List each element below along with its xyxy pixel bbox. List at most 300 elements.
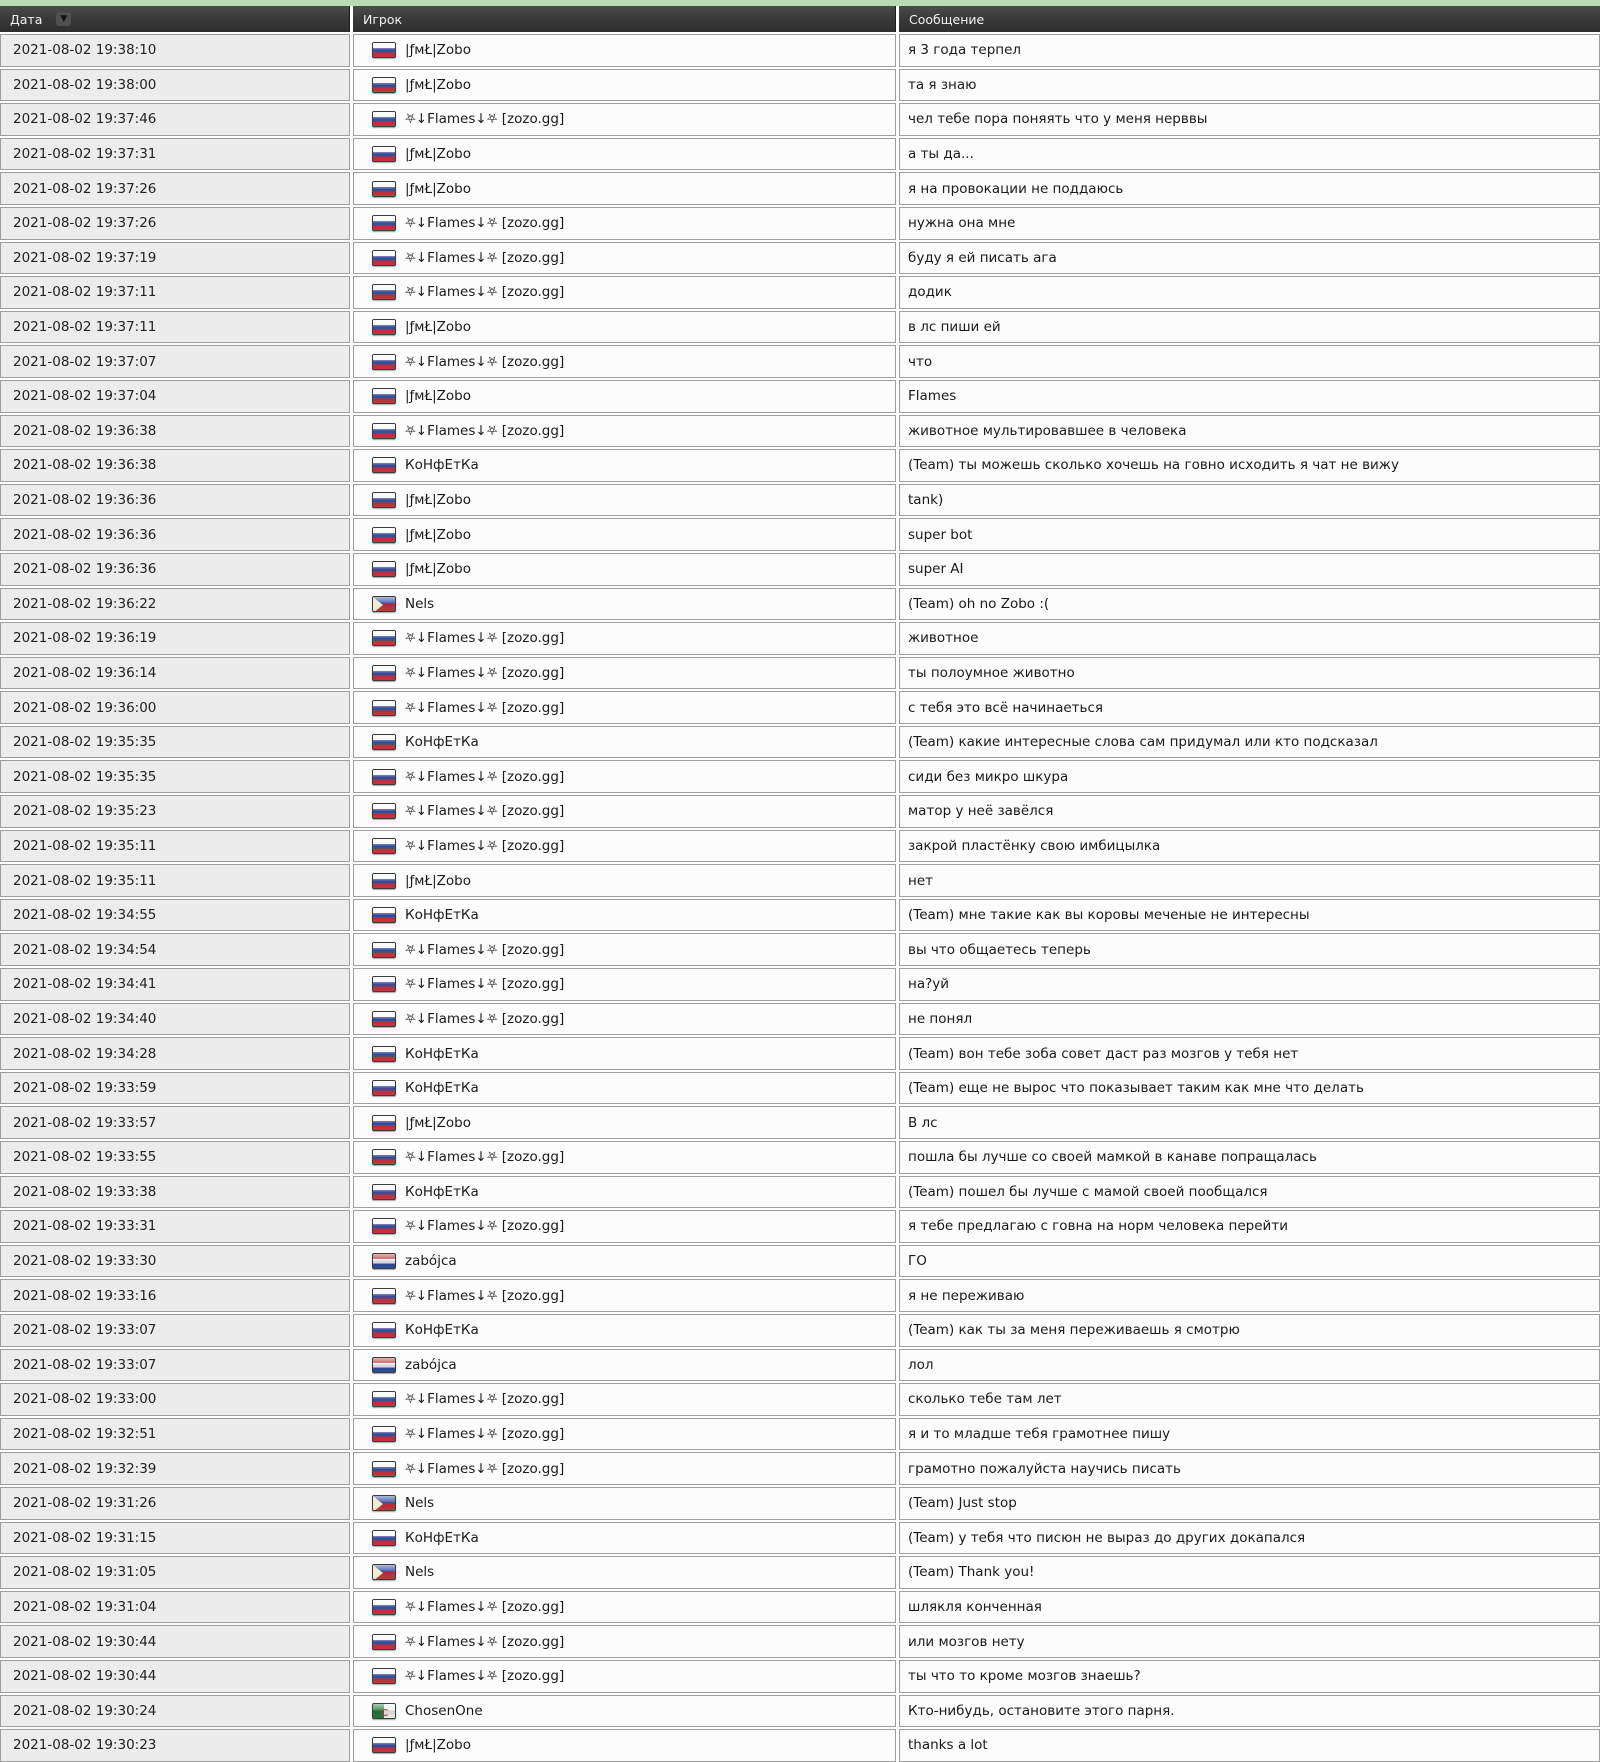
flag-icon-russia	[372, 907, 396, 923]
table-row	[0, 1729, 1600, 1762]
message-cell: я тебе предлагаю с говна на норм человека перейти	[899, 1210, 1600, 1243]
player-name: ⛧↓Flames↓⛧ [zozo.gg]	[405, 1599, 565, 1616]
table-row	[0, 622, 1600, 655]
player-cell	[353, 588, 896, 621]
player-cell	[353, 69, 896, 102]
date-cell: 2021-08-02 19:33:59	[0, 1072, 350, 1105]
message-cell: (Team) еще не вырос что показывает таким как мне что делать	[899, 1072, 1600, 1105]
table-row	[0, 553, 1600, 586]
player-cell	[353, 1625, 896, 1658]
player-cell	[353, 691, 896, 724]
flag-icon-russia	[372, 1668, 396, 1684]
player-cell	[353, 968, 896, 1001]
date-cell: 2021-08-02 19:32:39	[0, 1452, 350, 1485]
table-row	[0, 1279, 1600, 1312]
flag-icon-russia	[372, 1115, 396, 1131]
flag-icon-russia	[372, 1011, 396, 1027]
player-cell	[353, 1349, 896, 1382]
player-name: Nels	[405, 1495, 435, 1512]
player-name: ⛧↓Flames↓⛧ [zozo.gg]	[405, 630, 565, 647]
flag-icon-russia	[372, 1046, 396, 1062]
player-cell	[353, 1418, 896, 1451]
player-name: КоНфЕтКа	[405, 734, 479, 751]
table-row	[0, 1591, 1600, 1624]
message-cell: я не переживаю	[899, 1279, 1600, 1312]
player-cell	[353, 1245, 896, 1278]
player-cell	[353, 795, 896, 828]
player-cell	[353, 1591, 896, 1624]
date-cell: 2021-08-02 19:37:26	[0, 207, 350, 240]
player-name: |ƒмŁ|Zobo	[405, 872, 471, 889]
message-cell: (Team) как ты за меня переживаешь я смотрю	[899, 1314, 1600, 1347]
player-name: |ƒмŁ|Zobo	[405, 146, 471, 163]
date-cell: 2021-08-02 19:32:51	[0, 1418, 350, 1451]
table-row	[0, 345, 1600, 378]
table-body	[0, 34, 1600, 1762]
date-cell: 2021-08-02 19:33:38	[0, 1176, 350, 1209]
player-name: ⛧↓Flames↓⛧ [zozo.gg]	[405, 1668, 565, 1685]
message-cell: буду я ей писать ага	[899, 242, 1600, 275]
flag-icon-russia	[372, 1322, 396, 1338]
table-row	[0, 276, 1600, 309]
date-cell: 2021-08-02 19:36:38	[0, 415, 350, 448]
table-row	[0, 588, 1600, 621]
date-cell: 2021-08-02 19:37:19	[0, 242, 350, 275]
date-cell: 2021-08-02 19:31:05	[0, 1556, 350, 1589]
date-cell: 2021-08-02 19:36:36	[0, 484, 350, 517]
date-cell: 2021-08-02 19:38:10	[0, 34, 350, 67]
table-row	[0, 103, 1600, 136]
player-cell	[353, 103, 896, 136]
table-row	[0, 1487, 1600, 1520]
table-row	[0, 484, 1600, 517]
date-cell: 2021-08-02 19:34:54	[0, 933, 350, 966]
player-cell	[353, 484, 896, 517]
flag-icon-netherlands	[372, 1357, 396, 1373]
message-cell: животное	[899, 622, 1600, 655]
date-cell: 2021-08-02 19:37:07	[0, 345, 350, 378]
player-name: ⛧↓Flames↓⛧ [zozo.gg]	[405, 1460, 565, 1477]
table-row	[0, 1210, 1600, 1243]
player-cell	[353, 380, 896, 413]
player-cell	[353, 899, 896, 932]
player-cell	[353, 345, 896, 378]
player-cell	[353, 1314, 896, 1347]
message-cell: что	[899, 345, 1600, 378]
flag-icon-russia	[372, 1461, 396, 1477]
player-name: ⛧↓Flames↓⛧ [zozo.gg]	[405, 1287, 565, 1304]
date-cell: 2021-08-02 19:36:00	[0, 691, 350, 724]
date-cell: 2021-08-02 19:36:19	[0, 622, 350, 655]
chat-log-table	[0, 6, 1600, 1762]
player-cell	[353, 449, 896, 482]
player-name: |ƒмŁ|Zobo	[405, 42, 471, 59]
message-cell: ты что то кроме мозгов знаешь?	[899, 1660, 1600, 1693]
table-row	[0, 380, 1600, 413]
table-row	[0, 1141, 1600, 1174]
player-cell	[353, 1279, 896, 1312]
player-cell	[353, 1210, 896, 1243]
date-cell: 2021-08-02 19:31:04	[0, 1591, 350, 1624]
flag-icon-russia	[372, 319, 396, 335]
message-cell: (Team) oh no Zobo :(	[899, 588, 1600, 621]
date-cell: 2021-08-02 19:33:57	[0, 1106, 350, 1139]
table-row	[0, 242, 1600, 275]
player-cell	[353, 1729, 896, 1762]
table-row	[0, 726, 1600, 759]
table-row	[0, 1695, 1600, 1728]
player-cell	[353, 760, 896, 793]
message-cell: не понял	[899, 1003, 1600, 1036]
player-name: ⛧↓Flames↓⛧ [zozo.gg]	[405, 1426, 565, 1443]
player-name: КоНфЕтКа	[405, 457, 479, 474]
player-name: |ƒмŁ|Zobo	[405, 492, 471, 509]
player-cell	[353, 622, 896, 655]
table-row	[0, 1522, 1600, 1555]
date-cell: 2021-08-02 19:35:11	[0, 864, 350, 897]
sort-desc-icon: ▼	[60, 14, 68, 24]
table-row	[0, 1037, 1600, 1070]
flag-icon-russia	[372, 561, 396, 577]
date-cell: 2021-08-02 19:37:11	[0, 311, 350, 344]
player-name: ⛧↓Flames↓⛧ [zozo.gg]	[405, 664, 565, 681]
table-row	[0, 1418, 1600, 1451]
player-cell	[353, 726, 896, 759]
player-name: КоНфЕтКа	[405, 1045, 479, 1062]
player-name: |ƒмŁ|Zobo	[405, 319, 471, 336]
player-name: ⛧↓Flames↓⛧ [zozo.gg]	[405, 699, 565, 716]
player-cell	[353, 207, 896, 240]
player-cell	[353, 864, 896, 897]
flag-icon-russia	[372, 146, 396, 162]
player-cell	[353, 1141, 896, 1174]
player-name: КоНфЕтКа	[405, 907, 479, 924]
player-name: ⛧↓Flames↓⛧ [zozo.gg]	[405, 249, 565, 266]
message-cell: на?уй	[899, 968, 1600, 1001]
player-cell	[353, 1695, 896, 1728]
player-name: |ƒмŁ|Zobo	[405, 1114, 471, 1131]
message-cell: с тебя это всё начинаеться	[899, 691, 1600, 724]
flag-icon-russia	[372, 1080, 396, 1096]
table-row	[0, 138, 1600, 171]
column-header-message-label: Сообщение	[909, 11, 985, 27]
table-row	[0, 933, 1600, 966]
flag-icon-russia	[372, 700, 396, 716]
date-cell: 2021-08-02 19:34:40	[0, 1003, 350, 1036]
date-cell: 2021-08-02 19:34:41	[0, 968, 350, 1001]
player-name: Nels	[405, 1564, 435, 1581]
flag-icon-russia	[372, 388, 396, 404]
player-name: ⛧↓Flames↓⛧ [zozo.gg]	[405, 1010, 565, 1027]
message-cell: нужна она мне	[899, 207, 1600, 240]
message-cell: в лс пиши ей	[899, 311, 1600, 344]
column-header-player-label: Игрок	[363, 11, 403, 27]
player-name: zabójca	[405, 1253, 457, 1270]
message-cell: super AI	[899, 553, 1600, 586]
table-row	[0, 1176, 1600, 1209]
message-cell: (Team) вон тебе зоба совет даст раз мозгов у тебя нет	[899, 1037, 1600, 1070]
message-cell: Flames	[899, 380, 1600, 413]
table-row	[0, 1660, 1600, 1693]
message-cell: thanks a lot	[899, 1729, 1600, 1762]
player-cell	[353, 276, 896, 309]
table-row	[0, 207, 1600, 240]
message-cell: (Team) пошел бы лучше с мамой своей пообщался	[899, 1176, 1600, 1209]
table-row	[0, 760, 1600, 793]
flag-icon-russia	[372, 803, 396, 819]
player-name: |ƒмŁ|Zobo	[405, 180, 471, 197]
date-cell: 2021-08-02 19:33:07	[0, 1314, 350, 1347]
player-name: ⛧↓Flames↓⛧ [zozo.gg]	[405, 976, 565, 993]
flag-icon-algeria	[372, 1703, 396, 1719]
flag-icon-russia	[372, 1530, 396, 1546]
flag-icon-russia	[372, 42, 396, 58]
date-cell: 2021-08-02 19:33:00	[0, 1383, 350, 1416]
flag-icon-netherlands	[372, 1253, 396, 1269]
message-cell: матор у неё завёлся	[899, 795, 1600, 828]
message-cell: шлякля конченная	[899, 1591, 1600, 1624]
player-cell	[353, 830, 896, 863]
flag-icon-russia	[372, 1218, 396, 1234]
player-cell	[353, 1660, 896, 1693]
flag-icon-russia	[372, 1184, 396, 1200]
player-cell	[353, 1037, 896, 1070]
player-cell	[353, 518, 896, 551]
flag-icon-russia	[372, 423, 396, 439]
table-row	[0, 1314, 1600, 1347]
player-name: ⛧↓Flames↓⛧ [zozo.gg]	[405, 111, 565, 128]
table-row	[0, 518, 1600, 551]
column-header-player[interactable]	[353, 6, 896, 32]
date-cell: 2021-08-02 19:37:46	[0, 103, 350, 136]
table-row	[0, 311, 1600, 344]
message-cell: (Team) ты можешь сколько хочешь на говно исходить я чат не вижу	[899, 449, 1600, 482]
table-row	[0, 34, 1600, 67]
player-cell	[353, 138, 896, 171]
date-cell: 2021-08-02 19:36:22	[0, 588, 350, 621]
flag-icon-russia	[372, 492, 396, 508]
date-cell: 2021-08-02 19:34:28	[0, 1037, 350, 1070]
date-cell: 2021-08-02 19:33:31	[0, 1210, 350, 1243]
date-cell: 2021-08-02 19:30:44	[0, 1660, 350, 1693]
message-cell: грамотно пожалуйста научись писать	[899, 1452, 1600, 1485]
player-name: Nels	[405, 595, 435, 612]
table-row	[0, 1556, 1600, 1589]
table-row	[0, 1072, 1600, 1105]
message-cell: В лс	[899, 1106, 1600, 1139]
date-cell: 2021-08-02 19:31:26	[0, 1487, 350, 1520]
column-header-date[interactable]	[0, 6, 350, 32]
table-row	[0, 657, 1600, 690]
player-cell	[353, 933, 896, 966]
flag-icon-russia	[372, 734, 396, 750]
player-cell	[353, 34, 896, 67]
table-row	[0, 1452, 1600, 1485]
message-cell: я 3 года терпел	[899, 34, 1600, 67]
player-name: ⛧↓Flames↓⛧ [zozo.gg]	[405, 353, 565, 370]
player-cell	[353, 1487, 896, 1520]
player-name: КоНфЕтКа	[405, 1529, 479, 1546]
message-cell: (Team) Just stop	[899, 1487, 1600, 1520]
message-cell: додик	[899, 276, 1600, 309]
player-name: ⛧↓Flames↓⛧ [zozo.gg]	[405, 422, 565, 439]
date-cell: 2021-08-02 19:37:11	[0, 276, 350, 309]
player-cell	[353, 1522, 896, 1555]
player-cell	[353, 415, 896, 448]
player-name: |ƒмŁ|Zobo	[405, 561, 471, 578]
flag-icon-russia	[372, 1426, 396, 1442]
player-name: ⛧↓Flames↓⛧ [zozo.gg]	[405, 768, 565, 785]
date-cell: 2021-08-02 19:30:23	[0, 1729, 350, 1762]
flag-icon-russia	[372, 1599, 396, 1615]
date-cell: 2021-08-02 19:37:04	[0, 380, 350, 413]
flag-icon-russia	[372, 250, 396, 266]
player-name: ⛧↓Flames↓⛧ [zozo.gg]	[405, 1391, 565, 1408]
flag-icon-russia	[372, 1149, 396, 1165]
flag-icon-russia	[372, 769, 396, 785]
table-row	[0, 415, 1600, 448]
date-cell: 2021-08-02 19:37:26	[0, 172, 350, 205]
player-name: ⛧↓Flames↓⛧ [zozo.gg]	[405, 1218, 565, 1235]
date-cell: 2021-08-02 19:33:07	[0, 1349, 350, 1382]
message-cell: super bot	[899, 518, 1600, 551]
date-cell: 2021-08-02 19:35:23	[0, 795, 350, 828]
player-name: КоНфЕтКа	[405, 1322, 479, 1339]
player-name: ⛧↓Flames↓⛧ [zozo.gg]	[405, 837, 565, 854]
player-cell	[353, 657, 896, 690]
message-cell: (Team) у тебя что писюн не выраз до других докапался	[899, 1522, 1600, 1555]
message-cell: (Team) какие интересные слова сам придумал или кто подсказал	[899, 726, 1600, 759]
player-name: КоНфЕтКа	[405, 1183, 479, 1200]
message-cell: лол	[899, 1349, 1600, 1382]
flag-icon-philippines	[372, 596, 396, 612]
player-cell	[353, 1106, 896, 1139]
flag-icon-russia	[372, 457, 396, 473]
message-cell: (Team) Thank you!	[899, 1556, 1600, 1589]
flag-icon-russia	[372, 354, 396, 370]
table-row	[0, 830, 1600, 863]
flag-icon-philippines	[372, 1495, 396, 1511]
date-cell: 2021-08-02 19:34:55	[0, 899, 350, 932]
flag-icon-russia	[372, 215, 396, 231]
table-row	[0, 449, 1600, 482]
table-row	[0, 1383, 1600, 1416]
player-cell	[353, 1383, 896, 1416]
player-name: ⛧↓Flames↓⛧ [zozo.gg]	[405, 215, 565, 232]
flag-icon-russia	[372, 976, 396, 992]
date-cell: 2021-08-02 19:38:00	[0, 69, 350, 102]
table-row	[0, 968, 1600, 1001]
flag-icon-russia	[372, 1737, 396, 1753]
flag-icon-russia	[372, 1391, 396, 1407]
table-row	[0, 1625, 1600, 1658]
player-name: |ƒмŁ|Zobo	[405, 76, 471, 93]
player-cell	[353, 1556, 896, 1589]
date-cell: 2021-08-02 19:36:38	[0, 449, 350, 482]
flag-icon-russia	[372, 111, 396, 127]
player-cell	[353, 1176, 896, 1209]
flag-icon-russia	[372, 181, 396, 197]
message-cell: (Team) мне такие как вы коровы меченые не интересны	[899, 899, 1600, 932]
table-row	[0, 691, 1600, 724]
player-cell	[353, 1003, 896, 1036]
message-cell: вы что общаетесь теперь	[899, 933, 1600, 966]
date-cell: 2021-08-02 19:36:14	[0, 657, 350, 690]
message-cell: я на провокации не поддаюсь	[899, 172, 1600, 205]
table-row	[0, 899, 1600, 932]
date-cell: 2021-08-02 19:30:44	[0, 1625, 350, 1658]
flag-icon-russia	[372, 838, 396, 854]
column-header-message[interactable]	[899, 6, 1600, 32]
player-cell	[353, 1072, 896, 1105]
message-cell: нет	[899, 864, 1600, 897]
flag-icon-russia	[372, 1634, 396, 1650]
message-cell: сиди без микро шкура	[899, 760, 1600, 793]
date-cell: 2021-08-02 19:33:55	[0, 1141, 350, 1174]
message-cell: я и то младше тебя грамотнее пишу	[899, 1418, 1600, 1451]
player-name: |ƒмŁ|Zobo	[405, 388, 471, 405]
table-row	[0, 1003, 1600, 1036]
message-cell: та я знаю	[899, 69, 1600, 102]
table-row	[0, 172, 1600, 205]
flag-icon-russia	[372, 284, 396, 300]
flag-icon-russia	[372, 630, 396, 646]
player-name: ⛧↓Flames↓⛧ [zozo.gg]	[405, 1149, 565, 1166]
message-cell: пошла бы лучше со своей мамкой в канаве попращалась	[899, 1141, 1600, 1174]
date-cell: 2021-08-02 19:33:30	[0, 1245, 350, 1278]
message-cell: закрой пластёнку свою имбицылка	[899, 830, 1600, 863]
player-cell	[353, 242, 896, 275]
message-cell: tank)	[899, 484, 1600, 517]
flag-icon-russia	[372, 77, 396, 93]
flag-icon-russia	[372, 527, 396, 543]
player-cell	[353, 311, 896, 344]
table-row	[0, 795, 1600, 828]
message-cell: ГО	[899, 1245, 1600, 1278]
message-cell: а ты да...	[899, 138, 1600, 171]
date-cell: 2021-08-02 19:30:24	[0, 1695, 350, 1728]
table-row	[0, 864, 1600, 897]
message-cell: сколько тебе там лет	[899, 1383, 1600, 1416]
player-cell	[353, 172, 896, 205]
date-cell: 2021-08-02 19:35:35	[0, 726, 350, 759]
table-header	[0, 6, 1600, 32]
message-cell: чел тебе пора поняять что у меня нерввы	[899, 103, 1600, 136]
column-header-date-label: Дата	[10, 11, 43, 27]
player-name: ⛧↓Flames↓⛧ [zozo.gg]	[405, 284, 565, 301]
date-cell: 2021-08-02 19:31:15	[0, 1522, 350, 1555]
date-cell: 2021-08-02 19:35:11	[0, 830, 350, 863]
player-name: ⛧↓Flames↓⛧ [zozo.gg]	[405, 941, 565, 958]
date-cell: 2021-08-02 19:36:36	[0, 518, 350, 551]
player-name: |ƒмŁ|Zobo	[405, 526, 471, 543]
player-name: ChosenOne	[405, 1702, 483, 1719]
flag-icon-russia	[372, 665, 396, 681]
message-cell: животное мультировавшее в человека	[899, 415, 1600, 448]
date-cell: 2021-08-02 19:33:16	[0, 1279, 350, 1312]
player-cell	[353, 553, 896, 586]
player-name: ⛧↓Flames↓⛧ [zozo.gg]	[405, 803, 565, 820]
player-name: zabójca	[405, 1356, 457, 1373]
player-name: ⛧↓Flames↓⛧ [zozo.gg]	[405, 1633, 565, 1650]
message-cell: ты полоумное животно	[899, 657, 1600, 690]
player-name: КоНфЕтКа	[405, 1080, 479, 1097]
flag-icon-russia	[372, 873, 396, 889]
table-row	[0, 69, 1600, 102]
sort-indicator[interactable]	[56, 12, 71, 26]
table-row	[0, 1349, 1600, 1382]
flag-icon-philippines	[372, 1564, 396, 1580]
